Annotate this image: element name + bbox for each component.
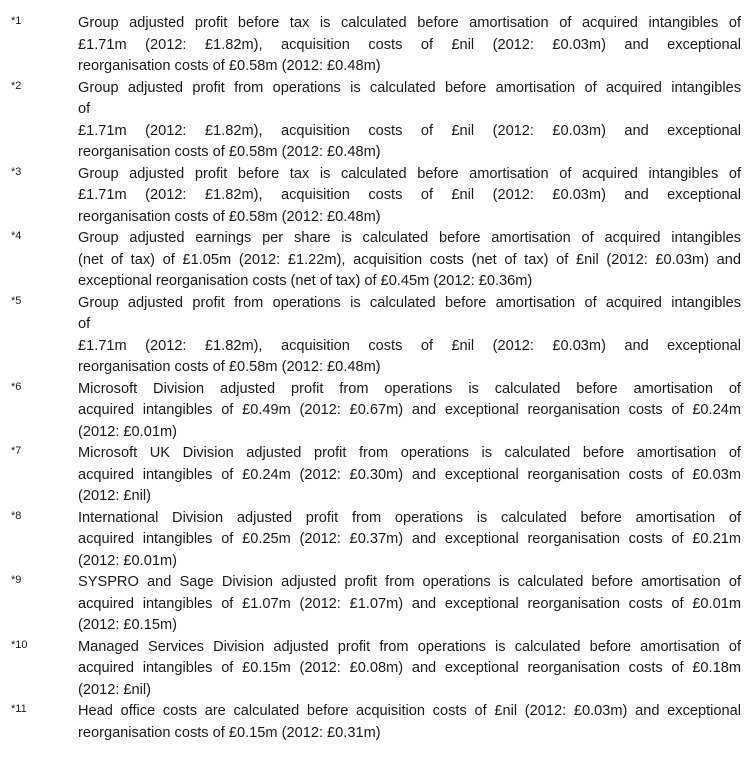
footnote-text: [78, 443, 741, 508]
footnote-text: [78, 293, 741, 379]
footnote-marker: *2: [11, 79, 22, 92]
footnote-text: [78, 164, 741, 229]
footnote-item: [0, 379, 755, 444]
footnote-line: Group adjusted earnings per share is calculated before amortisation of acquired intangibles: [78, 230, 741, 246]
footnote-line: exceptional reorganisation costs (net of tax) of £0.45m (2012: £0.36m): [78, 273, 533, 289]
footnote-line: of: [78, 101, 91, 117]
footnote-text: [78, 78, 741, 164]
footnote-item: [0, 164, 755, 229]
footnote-line: SYSPRO and Sage Division adjusted profit from operations is calculated before amortisation of: [78, 574, 741, 590]
footnote-text: [78, 13, 741, 78]
footnote-line: reorganisation costs of £0.58m (2012: £0.48m): [78, 58, 381, 74]
footnote-text: [78, 508, 741, 573]
footnote-item: [0, 701, 755, 744]
footnote-line: acquired intangibles of £0.49m (2012: £0.67m) and exceptional reorganisation costs of £0.24m: [78, 402, 741, 418]
footnote-line: (2012: £0.15m): [78, 617, 177, 633]
footnote-marker: *4: [11, 230, 22, 242]
footnote-marker: *7: [11, 445, 22, 457]
footnote-text: [78, 637, 741, 702]
footnote-marker: *10: [11, 638, 28, 651]
footnote-line: Head office costs are calculated before acquisition costs of £nil (2012: £0.03m) and exceptional: [78, 703, 741, 719]
footnote-line: Group adjusted profit from operations is calculated before amortisation of acquired intangibles: [78, 79, 741, 96]
footnote-line: £1.71m (2012: £1.82m), acquisition costs of £nil (2012: £0.03m) and exceptional: [78, 187, 741, 203]
footnote-marker: *3: [11, 165, 22, 178]
footnote-line: acquired intangibles of £1.07m (2012: £1.07m) and exceptional reorganisation costs of £0.01m: [78, 595, 741, 612]
footnote-line: acquired intangibles of £0.25m (2012: £0.37m) and exceptional reorganisation costs of £0.21m: [78, 531, 741, 547]
footnote-text: [78, 228, 741, 293]
footnote-line: Group adjusted profit before tax is calculated before amortisation of acquired intangibles of: [78, 165, 741, 182]
footnote-line: (2012: £nil): [78, 681, 152, 698]
footnote-line: reorganisation costs of £0.15m (2012: £0.31m): [78, 724, 381, 741]
footnote-line: reorganisation costs of £0.58m (2012: £0.48m): [78, 208, 381, 225]
footnote-line: reorganisation costs of £0.58m (2012: £0.48m): [78, 144, 381, 160]
footnote-item: [0, 228, 755, 293]
footnote-marker: *9: [11, 574, 22, 586]
footnote-line: £1.71m (2012: £1.82m), acquisition costs of £nil (2012: £0.03m) and exceptional: [78, 337, 741, 354]
footnote-line: acquired intangibles of £0.24m (2012: £0.30m) and exceptional reorganisation costs of £0.03m: [78, 466, 741, 483]
footnote-item: [0, 293, 755, 379]
footnote-item: [0, 78, 755, 164]
footnote-line: Microsoft Division adjusted profit from operations is calculated before amortisation of: [78, 380, 741, 397]
footnote-marker: *5: [11, 294, 22, 307]
footnote-line: £1.71m (2012: £1.82m), acquisition costs of £nil (2012: £0.03m) and exceptional: [78, 122, 741, 139]
footnote-line: Group adjusted profit before tax is calculated before amortisation of acquired intangibles of: [78, 15, 741, 31]
footnote-line: (net of tax) of £1.05m (2012: £1.22m), acquisition costs (net of tax) of £nil (2012: £0.03m) and: [78, 251, 741, 268]
footnote-line: Group adjusted profit from operations is calculated before amortisation of acquired intangibles: [78, 294, 741, 311]
footnote-line: International Division adjusted profit from operations is calculated before amortisation of: [78, 509, 741, 526]
footnote-item: [0, 508, 755, 573]
footnote-text: [78, 379, 741, 444]
footnote-text: [78, 572, 741, 637]
footnote-marker: *1: [11, 15, 22, 27]
footnote-line: (2012: £nil): [78, 488, 152, 504]
footnote-item: [0, 443, 755, 508]
footnote-line: (2012: £0.01m): [78, 423, 177, 440]
footnote-item: [0, 572, 755, 637]
footnote-item: [0, 637, 755, 702]
footnote-marker: *8: [11, 509, 22, 522]
footnote-marker: *11: [11, 703, 27, 715]
footnote-item: [0, 13, 755, 78]
footnote-line: Managed Services Division adjusted profit from operations is calculated before amortisation of: [78, 638, 741, 655]
footnote-line: of: [78, 316, 91, 332]
footnote-line: acquired intangibles of £0.15m (2012: £0.08m) and exceptional reorganisation costs of £0.18m: [78, 660, 741, 676]
footnote-line: (2012: £0.01m): [78, 552, 177, 569]
footnote-line: £1.71m (2012: £1.82m), acquisition costs of £nil (2012: £0.03m) and exceptional: [78, 36, 741, 53]
footnote-line: reorganisation costs of £0.58m (2012: £0.48m): [78, 359, 381, 375]
footnote-text: [78, 701, 741, 744]
footnote-line: Microsoft UK Division adjusted profit from operations is calculated before amortisation of: [78, 445, 741, 461]
footnote-marker: *6: [11, 380, 22, 393]
